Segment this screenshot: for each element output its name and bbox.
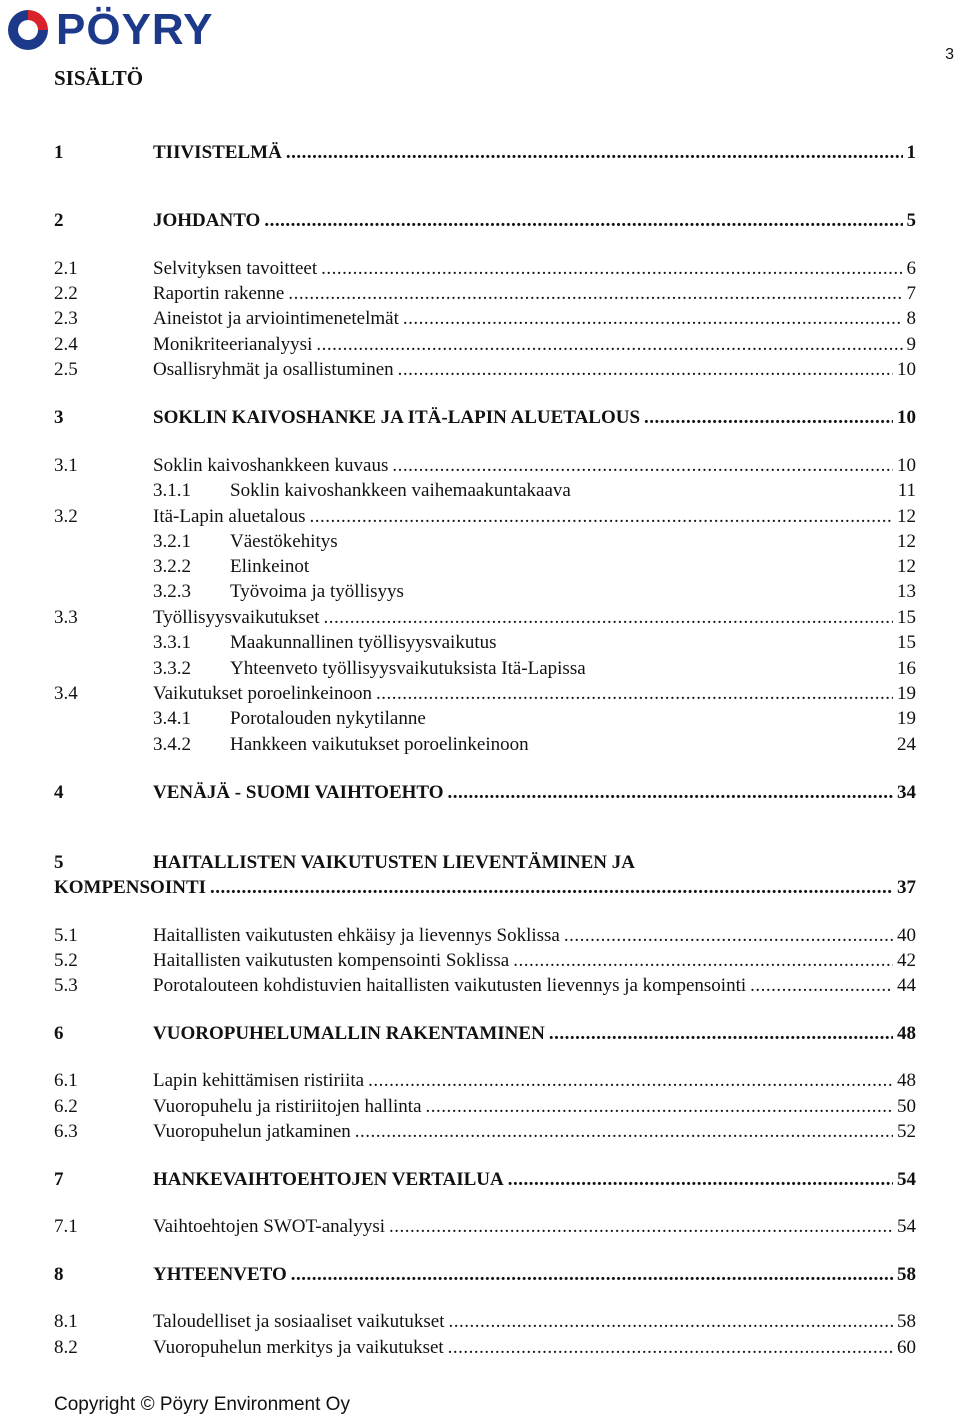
entry-page: 48 xyxy=(897,1070,916,1091)
toc-entry[interactable] xyxy=(54,258,916,282)
entry-number: 2.3 xyxy=(54,308,78,329)
entry-page: 54 xyxy=(897,1169,916,1190)
toc-entry[interactable] xyxy=(54,1096,916,1120)
entry-title: Työllisyysvaikutukset xyxy=(153,607,320,628)
entry-title: HANKEVAIHTOEHTOJEN VERTAILUA xyxy=(153,1169,504,1190)
entry-page: 54 xyxy=(897,1216,916,1237)
entry-page: 52 xyxy=(897,1121,916,1142)
entry-title: Porotalouden nykytilanne xyxy=(230,708,426,729)
entry-title: Taloudelliset ja sosiaaliset vaikutukset xyxy=(153,1311,445,1332)
entry-number: 7.1 xyxy=(54,1216,78,1237)
entry-title: SOKLIN KAIVOSHANKE JA ITÄ-LAPIN ALUETALOUS xyxy=(153,407,641,428)
entry-number: 3.2.3 xyxy=(153,581,191,602)
toc-entry[interactable] xyxy=(54,556,916,580)
entry-title: Aineistot ja arviointimenetelmät xyxy=(153,308,399,329)
entry-page: 24 xyxy=(897,734,916,755)
entry-number: 2 xyxy=(54,210,64,231)
toc-entry[interactable] xyxy=(54,683,916,707)
entry-title: Soklin kaivoshankkeen vaihemaakuntakaava xyxy=(230,480,571,501)
entry-title: Maakunnallinen työllisyysvaikutus xyxy=(230,632,497,653)
entry-number: 3.1 xyxy=(54,455,78,476)
entry-title: JOHDANTO xyxy=(153,210,261,231)
entry-title: Monikriteerianalyysi xyxy=(153,334,313,355)
entry-title: Lapin kehittämisen ristiriita xyxy=(153,1070,365,1091)
toc-entry[interactable] xyxy=(54,1121,916,1145)
entry-page: 42 xyxy=(897,950,916,971)
toc-entry[interactable] xyxy=(54,734,916,758)
toc-entry[interactable] xyxy=(54,607,916,631)
entry-page: 12 xyxy=(897,506,916,527)
entry-page: 58 xyxy=(897,1264,916,1285)
toc-entry[interactable] xyxy=(54,334,916,358)
toc-title: SISÄLTÖ xyxy=(54,66,144,90)
toc-entry[interactable] xyxy=(54,210,916,234)
toc-entry[interactable] xyxy=(54,1216,916,1240)
entry-page: 48 xyxy=(897,1023,916,1044)
entry-page: 15 xyxy=(897,632,916,653)
entry-page: 10 xyxy=(897,359,916,380)
entry-number: 2.1 xyxy=(54,258,78,279)
entry-page: 13 xyxy=(897,581,916,602)
entry-number: 3.3.1 xyxy=(153,632,191,653)
entry-title: Vuoropuhelu ja ristiriitojen hallinta xyxy=(153,1096,422,1117)
entry-number: 2.2 xyxy=(54,283,78,304)
entry-title: VENÄJÄ - SUOMI VAIHTOEHTO xyxy=(153,782,444,803)
toc-entry[interactable] xyxy=(54,506,916,530)
entry-page: 9 xyxy=(906,334,916,355)
entry-page: 40 xyxy=(897,925,916,946)
toc-entry[interactable] xyxy=(54,1023,916,1047)
copyright-footer: Copyright © Pöyry Environment Oy xyxy=(54,1394,350,1415)
entry-title: Vaikutukset poroelinkeinoon xyxy=(153,683,372,704)
entry-page: 19 xyxy=(897,708,916,729)
entry-title: Vuoropuhelun merkitys ja vaikutukset xyxy=(153,1337,444,1358)
toc-entry[interactable] xyxy=(54,782,916,806)
entry-page: 5 xyxy=(906,210,916,231)
toc-entry[interactable] xyxy=(54,283,916,307)
toc-entry[interactable] xyxy=(54,455,916,479)
entry-page: 37 xyxy=(897,877,916,898)
entry-page: 12 xyxy=(897,531,916,552)
brand-name: PÖYRY xyxy=(56,5,214,54)
entry-title: Soklin kaivoshankkeen kuvaus xyxy=(153,455,389,476)
entry-page: 10 xyxy=(897,407,916,428)
entry-number: 3.3.2 xyxy=(153,658,191,679)
toc-entry[interactable] xyxy=(54,308,916,332)
toc-entry[interactable] xyxy=(54,658,916,682)
toc-entry[interactable] xyxy=(54,359,916,383)
entry-number: 3.3 xyxy=(54,607,78,628)
entry-number: 6.2 xyxy=(54,1096,78,1117)
entry-number: 6.1 xyxy=(54,1070,78,1091)
entry-title: Itä-Lapin aluetalous xyxy=(153,506,306,527)
toc-entry[interactable] xyxy=(54,480,916,504)
entry-number: 2.4 xyxy=(54,334,78,355)
entry-title: Yhteenveto työllisyysvaikutuksista Itä-Lapissa xyxy=(230,658,586,679)
toc-entry[interactable] xyxy=(54,1311,916,1335)
entry-number: 8 xyxy=(54,1264,64,1285)
entry-number: 8.1 xyxy=(54,1311,78,1332)
entry-page: 12 xyxy=(897,556,916,577)
entry-title: Elinkeinot xyxy=(230,556,310,577)
entry-number: 5.3 xyxy=(54,975,78,996)
entry-page: 10 xyxy=(897,455,916,476)
entry-title: TIIVISTELMÄ xyxy=(153,142,282,163)
toc-entry[interactable] xyxy=(54,1070,916,1094)
entry-title: HAITALLISTEN VAIKUTUSTEN LIEVENTÄMINEN JA xyxy=(153,852,635,873)
entry-number: 8.2 xyxy=(54,1337,78,1358)
entry-title: Hankkeen vaikutukset poroelinkeinoon xyxy=(230,734,529,755)
entry-number: 3.1.1 xyxy=(153,480,191,501)
entry-page: 8 xyxy=(906,308,916,329)
toc-entry[interactable] xyxy=(54,877,916,901)
entry-page: 7 xyxy=(906,283,916,304)
entry-number: 1 xyxy=(54,142,64,163)
entry-number: 7 xyxy=(54,1169,64,1190)
entry-number: 3.2.1 xyxy=(153,531,191,552)
entry-title: Haitallisten vaikutusten kompensointi Soklissa xyxy=(153,950,510,971)
entry-title: Vaihtoehtojen SWOT-analyysi xyxy=(153,1216,386,1237)
entry-page: 16 xyxy=(897,658,916,679)
entry-page: 6 xyxy=(906,258,916,279)
toc-entry[interactable] xyxy=(54,708,916,732)
entry-title: VUOROPUHELUMALLIN RAKENTAMINEN xyxy=(153,1023,545,1044)
entry-page: 19 xyxy=(897,683,916,704)
toc-entry[interactable] xyxy=(54,1337,916,1361)
entry-title: Haitallisten vaikutusten ehkäisy ja lievennys Soklissa xyxy=(153,925,560,946)
entry-number: 3.2 xyxy=(54,506,78,527)
entry-title-continued: KOMPENSOINTI xyxy=(54,877,207,898)
entry-page: 44 xyxy=(897,975,916,996)
toc-entry[interactable] xyxy=(54,531,916,555)
entry-title: Selvityksen tavoitteet xyxy=(153,258,318,279)
entry-page: 50 xyxy=(897,1096,916,1117)
entry-number: 3 xyxy=(54,407,64,428)
entry-number: 2.5 xyxy=(54,359,78,380)
toc-entry[interactable] xyxy=(54,632,916,656)
entry-number: 6 xyxy=(54,1023,64,1044)
toc-entry-first-line[interactable] xyxy=(54,852,635,874)
poyry-logo xyxy=(4,4,213,56)
poyry-logo-icon xyxy=(4,6,52,54)
entry-title: Porotalouteen kohdistuvien haitallisten vaikutusten lievennys ja kompensointi xyxy=(153,975,747,996)
toc-entry[interactable] xyxy=(54,1264,916,1288)
entry-title: Väestökehitys xyxy=(230,531,338,552)
entry-title: Vuoropuhelun jatkaminen xyxy=(153,1121,351,1142)
entry-page: 34 xyxy=(897,782,916,803)
entry-page: 1 xyxy=(906,142,916,163)
entry-number: 4 xyxy=(54,782,64,803)
entry-title: Raportin rakenne xyxy=(153,283,285,304)
entry-number: 6.3 xyxy=(54,1121,78,1142)
entry-number: 3.4.1 xyxy=(153,708,191,729)
toc-entry[interactable] xyxy=(54,975,916,999)
entry-title: Työvoima ja työllisyys xyxy=(230,581,404,602)
entry-page: 60 xyxy=(897,1337,916,1358)
toc-entry[interactable] xyxy=(54,581,916,605)
toc-entry[interactable] xyxy=(54,142,916,166)
entry-title: Osallisryhmät ja osallistuminen xyxy=(153,359,394,380)
entry-number: 3.4.2 xyxy=(153,734,191,755)
entry-page: 15 xyxy=(897,607,916,628)
entry-number: 5 xyxy=(54,852,64,873)
entry-number: 5.2 xyxy=(54,950,78,971)
toc-entry[interactable] xyxy=(54,925,916,949)
entry-page: 11 xyxy=(897,480,916,501)
entry-number: 3.4 xyxy=(54,683,78,704)
toc-entry[interactable] xyxy=(54,950,916,974)
entry-title: YHTEENVETO xyxy=(153,1264,287,1285)
entry-number: 3.2.2 xyxy=(153,556,191,577)
toc-entry[interactable] xyxy=(54,1169,916,1193)
page-number: 3 xyxy=(945,46,954,63)
entry-number: 5.1 xyxy=(54,925,78,946)
toc-entry[interactable] xyxy=(54,407,916,431)
entry-page: 58 xyxy=(897,1311,916,1332)
